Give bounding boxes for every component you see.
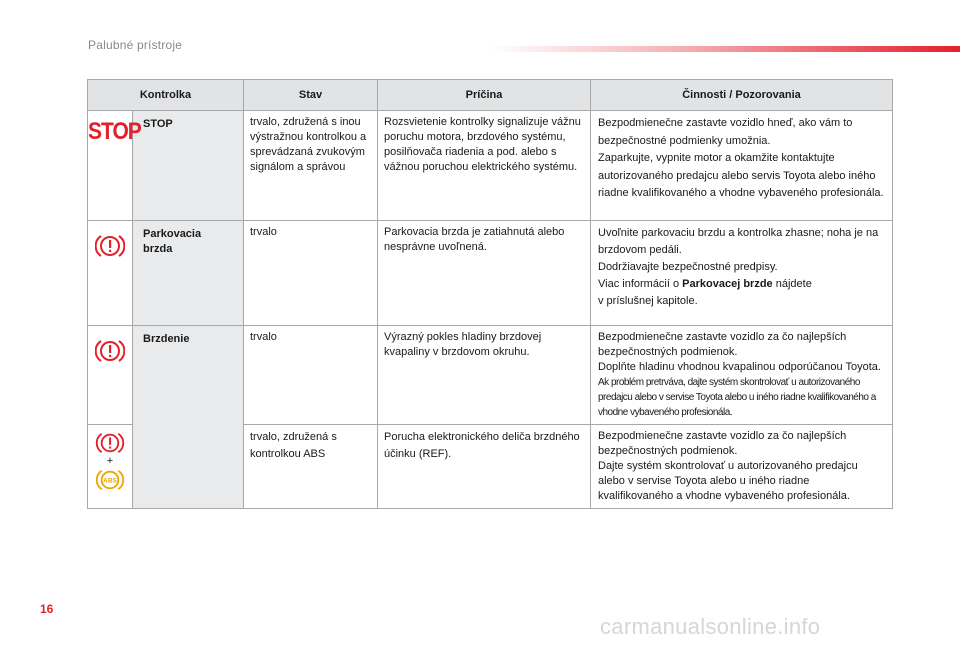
action-text: Uvoľnite parkovaciu brzdu a kontrolka zhasne; noha je na brzdovom pedáli. (598, 227, 879, 256)
brake-warning-icon (95, 338, 125, 364)
cause-cell: Výrazný pokles hladiny brzdovej kvapaliny v brzdovom okruhu. (378, 326, 591, 425)
page-number: 16 (40, 602, 54, 616)
action-text: Bezpodmienečne zastavte vozidlo hneď, ako vám to bezpečnostné podmienky umožnia. (598, 117, 853, 147)
action-text: Dodržiavajte bezpečnostné predpisy. (598, 261, 778, 273)
table-row (88, 326, 893, 425)
state-cell: trvalo (244, 326, 378, 425)
action-text: Zaparkujte, vypnite motor a okamžite kontaktujte autorizovaného predajcu alebo servis Toyota alebo iného riadne kvalifikovaného a vhodne vybaveného profesionála. (598, 152, 884, 199)
abs-icon-label: ABS (103, 477, 117, 485)
icon-cell (88, 326, 133, 425)
cause-cell: Rozsvietenie kontrolky signalizuje vážnu poruchu motora, brzdového systému, posilňovača riadenia a pod. alebo s vážnou poruchou elektrického systému. (378, 111, 591, 221)
warning-name: Parkovacia brzda (133, 221, 244, 326)
state-cell: trvalo, združená s kontrolkou ABS (244, 425, 378, 509)
column-header-pricina: Príčina (378, 80, 591, 111)
action-cell (591, 326, 893, 425)
column-header-stav: Stav (244, 80, 378, 111)
table-header-row (88, 80, 893, 111)
state-cell: trvalo, združená s inou výstražnou kontrolkou a sprevádzaná zvukovým signálom a správou (244, 111, 378, 221)
header-accent-bar (490, 46, 960, 52)
action-text: Bezpodmienečne zastavte vozidlo za čo najlepších bezpečnostných podmienok. (598, 430, 847, 457)
warning-name: Brzdenie (133, 326, 244, 509)
action-text: Doplňte hladinu vhodnou kvapalinou odporúčanou Toyota. (598, 361, 881, 373)
action-cell (591, 221, 893, 326)
action-text: nájdete (772, 278, 812, 290)
parking-brake-link-text: Parkovacej brzde (682, 278, 773, 290)
cause-cell: Porucha elektronického deliča brzdného účinku (REF). (378, 425, 591, 509)
action-text: Ak problém pretrváva, dajte systém skontrolovať u autorizovaného predajcu alebo v servise Toyota alebo u iného riadne kvalifikovaného a vhodne vybaveného profesionála. (598, 377, 876, 418)
action-text: v príslušnej kapitole. (598, 295, 698, 307)
column-header-kontrolka: Kontrolka (88, 80, 244, 111)
warning-lights-table (87, 79, 893, 509)
icon-cell (88, 425, 133, 509)
table-row (88, 221, 893, 326)
abs-icon (95, 468, 125, 492)
icon-cell (88, 221, 133, 326)
action-text: Viac informácií o (598, 278, 683, 290)
state-cell: trvalo (244, 221, 378, 326)
watermark: carmanualsonline.info (600, 614, 821, 639)
action-cell (591, 425, 893, 509)
brake-warning-icon (95, 431, 125, 455)
stop-icon: STOP (88, 118, 141, 145)
icon-cell (88, 111, 141, 221)
action-text: Dajte systém skontrolovať u autorizovaného predajcu alebo v servise Toyota alebo u iného riadne kvalifikovaného a vhodne vybaveného profesionála. (598, 460, 858, 502)
cause-cell: Parkovacia brzda je zatiahnutá alebo nesprávne uvoľnená. (378, 221, 591, 326)
plus-sign: + (106, 455, 114, 467)
warning-name: STOP (133, 111, 244, 221)
section-title: Palubné prístroje (88, 38, 183, 52)
action-text: Bezpodmienečne zastavte vozidlo za čo najlepších bezpečnostných podmienok. (598, 331, 847, 358)
brake-warning-icon (95, 233, 125, 259)
column-header-cinnosti: Činnosti / Pozorovania (591, 80, 893, 111)
action-cell (591, 111, 893, 221)
table-row (88, 111, 893, 221)
